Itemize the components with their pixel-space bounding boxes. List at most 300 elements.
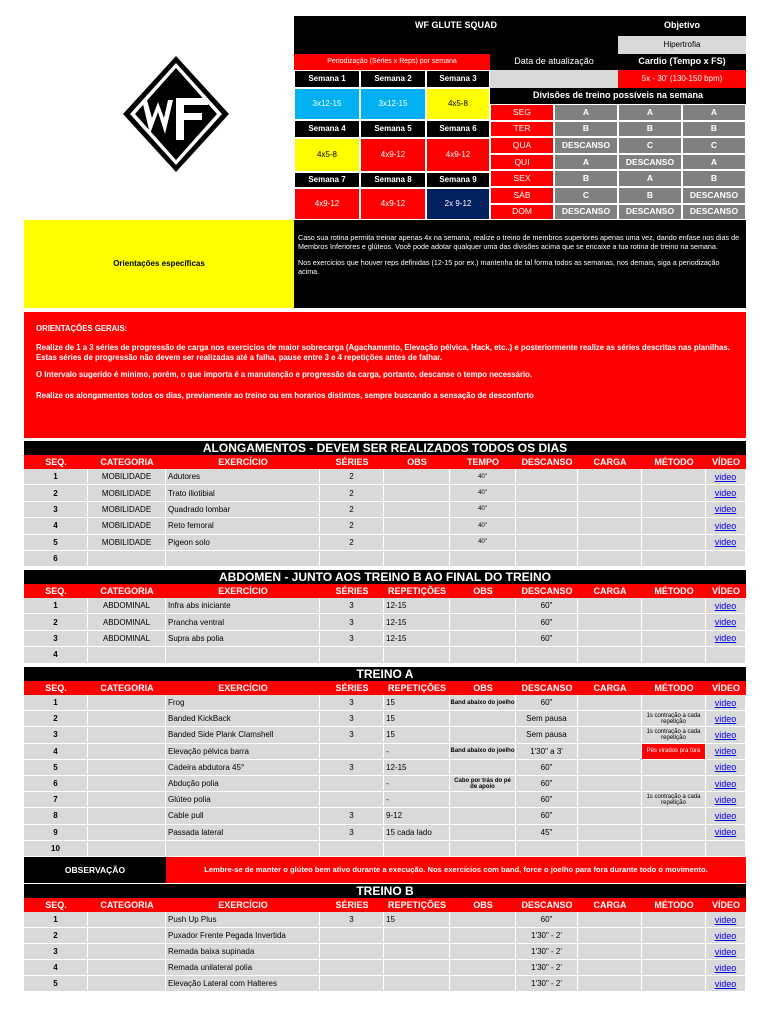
- column-header: EXERCÍCIO: [218, 586, 268, 596]
- cell-carga: [578, 808, 642, 824]
- cell-categoria: [88, 976, 166, 992]
- table-row: [24, 808, 746, 824]
- table-row: [24, 976, 746, 992]
- cell-seq: 1: [24, 695, 88, 711]
- cell-seq: 4: [24, 647, 88, 663]
- division-cell: B: [554, 170, 618, 187]
- column-header: VÍDEO: [711, 457, 740, 467]
- cell-exercicio: Quadrado lombar: [166, 502, 320, 518]
- division-cell: B: [618, 121, 682, 138]
- column-header: MÉTODO: [654, 683, 694, 693]
- cell-obs: [450, 647, 516, 663]
- column-header: SEQ.: [45, 457, 67, 467]
- cell-descanso: [516, 551, 578, 567]
- cell-obs: [450, 928, 516, 944]
- orientacoes-gerais-p1: Realize de 1 a 3 séries de progressão de carga nos exercicios de maior sobrecarga (Agachamento, Elevação pélvica, Hack, etc..) e posteriormente realize as séries descritas nas planilhas. Estas séries de progressão não devem ser realizadas até a falha, pause entre 3 e 4 repetições antes de falhar.: [36, 343, 730, 362]
- division-cell: B: [682, 121, 746, 138]
- observacao-text: Lembre-se de manter o glúteo bem ativo durante a execução. Nos exercicios com band, force o joelho para fora durante todo o movimento.: [166, 857, 746, 883]
- cell-metodo: [642, 944, 706, 960]
- cell-repeticoes: 15: [384, 695, 450, 711]
- video-link[interactable]: video: [706, 711, 746, 727]
- cell-descanso: 60": [516, 808, 578, 824]
- cell-repeticoes: 12-15: [384, 760, 450, 776]
- video-link: [706, 841, 746, 857]
- cell-metodo: [642, 960, 706, 976]
- data-atualizacao-label: Data de atualização: [490, 54, 618, 70]
- column-header: OBS: [407, 457, 427, 467]
- division-cell: A: [682, 104, 746, 121]
- treino-b-header: [24, 898, 746, 912]
- video-link[interactable]: video: [706, 485, 746, 501]
- video-link[interactable]: video: [706, 614, 746, 630]
- column-header: DESCANSO: [521, 683, 573, 693]
- cell-categoria: MOBILIDADE: [88, 502, 166, 518]
- cell-seq: 3: [24, 502, 88, 518]
- cell-seq: 1: [24, 598, 88, 614]
- cell-series: [320, 551, 384, 567]
- column-header: SEQ.: [45, 586, 67, 596]
- division-cell: A: [618, 170, 682, 187]
- column-header: DESCANSO: [521, 586, 573, 596]
- table-row: [24, 518, 746, 534]
- cell-repeticoes: [384, 944, 450, 960]
- cell-repeticoes: -: [384, 792, 450, 808]
- cell-seq: 4: [24, 744, 88, 760]
- abdomen-header: [24, 584, 746, 598]
- cell-carga: [578, 614, 642, 630]
- alongamentos-title: ALONGAMENTOS - DEVEM SER REALIZADOS TODOS OS DIAS: [24, 441, 746, 455]
- column-header: VÍDEO: [711, 586, 740, 596]
- cell-descanso: [516, 518, 578, 534]
- cell-metodo: 1s contração a cada repetição: [642, 711, 706, 727]
- cell-descanso: 1'30" - 2': [516, 960, 578, 976]
- cell-descanso: 1'30" - 2': [516, 976, 578, 992]
- video-link[interactable]: video: [706, 825, 746, 841]
- data-atualizacao-value: [490, 70, 618, 88]
- cell-metodo: 1s contração a cada repetição: [642, 727, 706, 743]
- cell-seq: 5: [24, 760, 88, 776]
- cell-metodo: [642, 928, 706, 944]
- cell-series: [320, 647, 384, 663]
- week-label: Semana 7: [294, 172, 360, 188]
- video-link[interactable]: video: [706, 776, 746, 792]
- cell-repeticoes: 15 cada lado: [384, 825, 450, 841]
- cell-repeticoes: [384, 518, 450, 534]
- cell-carga: [578, 535, 642, 551]
- cell-seq: 2: [24, 614, 88, 630]
- alongamentos-header: [24, 455, 746, 469]
- cell-carga: [578, 727, 642, 743]
- cell-descanso: 60": [516, 776, 578, 792]
- column-header: EXERCÍCIO: [218, 900, 268, 910]
- cell-exercicio: Supra abs polia: [166, 631, 320, 647]
- cell-series: 3: [320, 760, 384, 776]
- column-header: SÉRIES: [335, 586, 369, 596]
- orientacoes-gerais-p3: Realize os alongamentos todos os dias, previamente ao treino ou em horarios distintos, sempre buscando a sensação de desconforto: [36, 391, 534, 401]
- table-row: [24, 711, 746, 727]
- cell-series: 3: [320, 614, 384, 630]
- cell-metodo: [642, 695, 706, 711]
- column-header: SÉRIES: [335, 683, 369, 693]
- cell-categoria: ABDOMINAL: [88, 598, 166, 614]
- cell-exercicio: Glúteo polia: [166, 792, 320, 808]
- cell-descanso: [516, 841, 578, 857]
- video-link[interactable]: video: [706, 727, 746, 743]
- cell-categoria: [88, 944, 166, 960]
- cell-seq: 4: [24, 960, 88, 976]
- cell-exercicio: Banded KickBack: [166, 711, 320, 727]
- week-label: Semana 6: [426, 120, 490, 138]
- cell-series: 2: [320, 518, 384, 534]
- cell-descanso: [516, 502, 578, 518]
- cell-descanso: [516, 535, 578, 551]
- video-link[interactable]: video: [706, 598, 746, 614]
- cell-exercicio: Frog: [166, 695, 320, 711]
- cell-repeticoes: -: [384, 744, 450, 760]
- column-header: SÉRIES: [335, 900, 369, 910]
- cell-exercicio: Elevação Lateral com Halteres: [166, 976, 320, 992]
- column-header: EXERCÍCIO: [218, 683, 268, 693]
- video-link[interactable]: video: [706, 469, 746, 485]
- cell-metodo: Pés virados pra fora: [642, 744, 706, 760]
- cell-carga: [578, 502, 642, 518]
- table-row: [24, 912, 746, 928]
- column-header: CARGA: [593, 586, 627, 596]
- week-value: 4x9-12: [294, 188, 360, 220]
- cell-metodo: [642, 647, 706, 663]
- video-link: [706, 551, 746, 567]
- table-row: [24, 928, 746, 944]
- table-row: [24, 825, 746, 841]
- cell-metodo: [642, 469, 706, 485]
- cell-obs: Band abaixo do joelho: [450, 744, 516, 760]
- cell-exercicio: Abdução polia: [166, 776, 320, 792]
- table-row: [24, 727, 746, 743]
- treino-a-header: [24, 681, 746, 695]
- cell-descanso: 60": [516, 912, 578, 928]
- division-day: DOM: [490, 204, 554, 221]
- division-cell: A: [554, 154, 618, 171]
- column-header: DESCANSO: [521, 900, 573, 910]
- cell-repeticoes: [384, 502, 450, 518]
- cardio-label: Cardio (Tempo x FS): [618, 54, 746, 70]
- column-header: DESCANSO: [521, 457, 573, 467]
- video-link[interactable]: video: [706, 792, 746, 808]
- cell-series: 3: [320, 808, 384, 824]
- cell-seq: 5: [24, 976, 88, 992]
- video-link[interactable]: video: [706, 695, 746, 711]
- cell-repeticoes: 15: [384, 711, 450, 727]
- cell-obs: [450, 727, 516, 743]
- cell-metodo: [642, 825, 706, 841]
- cell-seq: 3: [24, 944, 88, 960]
- cell-descanso: Sem pausa: [516, 727, 578, 743]
- division-cell: B: [618, 187, 682, 204]
- cell-descanso: 60": [516, 631, 578, 647]
- cell-series: [320, 960, 384, 976]
- table-row: [24, 776, 746, 792]
- division-cell: DESCANSO: [618, 204, 682, 221]
- cell-descanso: [516, 647, 578, 663]
- cell-exercicio: Pigeon solo: [166, 535, 320, 551]
- cell-descanso: 60": [516, 614, 578, 630]
- cell-categoria: [88, 695, 166, 711]
- cell-exercicio: [166, 647, 320, 663]
- cell-carga: [578, 960, 642, 976]
- observacao-label: OBSERVAÇÃO: [24, 857, 166, 883]
- cell-series: [320, 776, 384, 792]
- cell-obs: Cabo por trás do pé de apoio: [450, 776, 516, 792]
- video-link[interactable]: video: [706, 912, 746, 928]
- cell-categoria: MOBILIDADE: [88, 469, 166, 485]
- cell-repeticoes: [384, 960, 450, 976]
- logo: [24, 16, 294, 220]
- cell-categoria: [88, 711, 166, 727]
- video-link[interactable]: video: [706, 976, 746, 992]
- division-cell: C: [618, 137, 682, 154]
- column-header: MÉTODO: [654, 457, 694, 467]
- video-link[interactable]: video: [706, 744, 746, 760]
- cell-carga: [578, 976, 642, 992]
- cell-categoria: MOBILIDADE: [88, 485, 166, 501]
- cell-seq: 7: [24, 792, 88, 808]
- cell-categoria: MOBILIDADE: [88, 535, 166, 551]
- table-row: [24, 469, 746, 485]
- week-label: Semana 1: [294, 70, 360, 88]
- cell-carga: [578, 598, 642, 614]
- cell-carga: [578, 744, 642, 760]
- cell-categoria: [88, 551, 166, 567]
- cell-obs: [450, 944, 516, 960]
- cell-descanso: [516, 469, 578, 485]
- cell-seq: 3: [24, 631, 88, 647]
- column-header: CATEGORIA: [100, 683, 154, 693]
- week-label: Semana 8: [360, 172, 426, 188]
- column-header: EXERCÍCIO: [218, 457, 268, 467]
- cell-carga: [578, 711, 642, 727]
- cell-categoria: ABDOMINAL: [88, 614, 166, 630]
- cell-seq: 9: [24, 825, 88, 841]
- week-value: 4x5-8: [294, 138, 360, 172]
- cell-metodo: [642, 912, 706, 928]
- cell-series: 3: [320, 912, 384, 928]
- video-link[interactable]: video: [706, 928, 746, 944]
- cell-categoria: [88, 776, 166, 792]
- cell-obs: [450, 912, 516, 928]
- cell-repeticoes: [384, 647, 450, 663]
- cell-obs: [450, 631, 516, 647]
- division-cell: C: [682, 137, 746, 154]
- week-value: 4x5-8: [426, 88, 490, 120]
- table-row: [24, 841, 746, 857]
- column-header: REPETIÇÕES: [387, 586, 446, 596]
- cell-exercicio: Push Up Plus: [166, 912, 320, 928]
- table-row: [24, 792, 746, 808]
- column-header: CATEGORIA: [100, 900, 154, 910]
- table-row: [24, 944, 746, 960]
- table-row: [24, 598, 746, 614]
- orientacoes-gerais: [24, 312, 746, 438]
- cell-categoria: [88, 744, 166, 760]
- video-link[interactable]: video: [706, 944, 746, 960]
- division-cell: DESCANSO: [554, 204, 618, 221]
- column-header: CATEGORIA: [100, 457, 154, 467]
- division-cell: B: [682, 170, 746, 187]
- cell-metodo: [642, 502, 706, 518]
- division-cell: DESCANSO: [554, 137, 618, 154]
- cell-series: [320, 841, 384, 857]
- table-row: [24, 485, 746, 501]
- cell-descanso: 45": [516, 825, 578, 841]
- column-header: OBS: [473, 900, 493, 910]
- cell-obs: [450, 551, 516, 567]
- cell-series: 2: [320, 535, 384, 551]
- cell-series: 3: [320, 711, 384, 727]
- table-row: [24, 960, 746, 976]
- cell-obs: [450, 760, 516, 776]
- cell-obs: [450, 841, 516, 857]
- table-row: [24, 744, 746, 760]
- cell-carga: [578, 776, 642, 792]
- cell-exercicio: Prancha ventral: [166, 614, 320, 630]
- cell-obs: 40": [450, 485, 516, 501]
- cell-descanso: 60": [516, 760, 578, 776]
- cell-seq: 6: [24, 551, 88, 567]
- cell-carga: [578, 631, 642, 647]
- cell-obs: 40": [450, 469, 516, 485]
- cell-exercicio: Elevação pélvica barra: [166, 744, 320, 760]
- cell-repeticoes: 15: [384, 912, 450, 928]
- cell-metodo: [642, 631, 706, 647]
- column-header: CARGA: [593, 457, 627, 467]
- week-value: 3x12-15: [360, 88, 426, 120]
- cell-metodo: 1s contração a cada repetição: [642, 792, 706, 808]
- cell-categoria: [88, 647, 166, 663]
- column-header: OBS: [473, 586, 493, 596]
- cell-exercicio: Remada unilateral polia: [166, 960, 320, 976]
- video-link: [706, 647, 746, 663]
- cell-carga: [578, 485, 642, 501]
- column-header: MÉTODO: [654, 586, 694, 596]
- table-row: [24, 551, 746, 567]
- table-row: [24, 535, 746, 551]
- cell-descanso: 1'30" - 2': [516, 944, 578, 960]
- cell-seq: 2: [24, 928, 88, 944]
- week-value: 3x12-15: [294, 88, 360, 120]
- cell-carga: [578, 647, 642, 663]
- video-link[interactable]: video: [706, 808, 746, 824]
- cell-carga: [578, 695, 642, 711]
- column-header: SÉRIES: [335, 457, 369, 467]
- division-cell: DESCANSO: [682, 204, 746, 221]
- treino-b-title: TREINO B: [24, 884, 746, 898]
- cell-series: [320, 928, 384, 944]
- cell-exercicio: Adutores: [166, 469, 320, 485]
- cell-repeticoes: [384, 928, 450, 944]
- cell-seq: 1: [24, 469, 88, 485]
- cell-categoria: ABDOMINAL: [88, 631, 166, 647]
- cell-series: 3: [320, 598, 384, 614]
- video-link[interactable]: video: [706, 535, 746, 551]
- column-header: REPETIÇÕES: [387, 900, 446, 910]
- cell-series: 3: [320, 727, 384, 743]
- objetivo-value: Hipertrofia: [618, 36, 746, 54]
- cell-repeticoes: 12-15: [384, 614, 450, 630]
- week-value: 4x9-12: [426, 138, 490, 172]
- cell-exercicio: Reto femoral: [166, 518, 320, 534]
- column-header: TEMPO: [466, 457, 499, 467]
- cell-obs: 40": [450, 518, 516, 534]
- cell-exercicio: Cable pull: [166, 808, 320, 824]
- cell-carga: [578, 469, 642, 485]
- week-label: Semana 9: [426, 172, 490, 188]
- division-day: SEG: [490, 104, 554, 121]
- cell-repeticoes: [384, 841, 450, 857]
- column-header: MÉTODO: [654, 900, 694, 910]
- cell-obs: [450, 711, 516, 727]
- cell-descanso: 1'30" - 2': [516, 928, 578, 944]
- cell-categoria: [88, 792, 166, 808]
- week-label: Semana 5: [360, 120, 426, 138]
- orientacoes-gerais-title: ORIENTAÇÕES GERAIS:: [36, 324, 128, 333]
- cell-metodo: [642, 841, 706, 857]
- division-cell: DESCANSO: [618, 154, 682, 171]
- cell-exercicio: Cadeira abdutora 45°: [166, 760, 320, 776]
- cell-exercicio: Banded Side Plank Clamshell: [166, 727, 320, 743]
- cell-categoria: [88, 960, 166, 976]
- periodizacao-label: Periodização (Séries x Reps) por semana: [294, 54, 490, 70]
- orientacoes-especificas-label: Orientações específicas: [24, 220, 294, 308]
- cardio-value: 5x - 30' (130-150 bpm): [618, 70, 746, 88]
- cell-obs: [450, 976, 516, 992]
- cell-repeticoes: [384, 485, 450, 501]
- video-link[interactable]: video: [706, 502, 746, 518]
- cell-metodo: [642, 776, 706, 792]
- cell-categoria: [88, 928, 166, 944]
- week-label: Semana 3: [426, 70, 490, 88]
- cell-metodo: [642, 976, 706, 992]
- column-header: OBS: [473, 683, 493, 693]
- orientacoes-especificas-p2: Nos exercicios que houver reps definidas (12-15 por ex.) mantenha de tal forma todos as semanas, nos demais, siga a periodização acima.: [298, 258, 720, 276]
- objetivo-label: Objetivo: [618, 16, 746, 36]
- cell-categoria: [88, 727, 166, 743]
- column-header: VÍDEO: [711, 683, 740, 693]
- cell-carga: [578, 944, 642, 960]
- cell-repeticoes: [384, 469, 450, 485]
- cell-series: 2: [320, 469, 384, 485]
- video-link[interactable]: video: [706, 631, 746, 647]
- divisoes-label: Divisões de treino possíveis na semana: [490, 88, 746, 104]
- cell-carga: [578, 912, 642, 928]
- cell-exercicio: Trato iliotibial: [166, 485, 320, 501]
- title-filler: [294, 36, 618, 54]
- week-value: 4x9-12: [360, 188, 426, 220]
- cell-metodo: [642, 535, 706, 551]
- video-link[interactable]: video: [706, 960, 746, 976]
- column-header: SEQ.: [45, 900, 67, 910]
- cell-seq: 4: [24, 518, 88, 534]
- cell-carga: [578, 841, 642, 857]
- cell-exercicio: [166, 551, 320, 567]
- cell-obs: [450, 825, 516, 841]
- cell-exercicio: Passada lateral: [166, 825, 320, 841]
- video-link[interactable]: video: [706, 518, 746, 534]
- cell-repeticoes: 12-15: [384, 631, 450, 647]
- sheet-title: WF GLUTE SQUAD: [294, 16, 618, 36]
- video-link[interactable]: video: [706, 760, 746, 776]
- cell-seq: 2: [24, 711, 88, 727]
- cell-metodo: [642, 485, 706, 501]
